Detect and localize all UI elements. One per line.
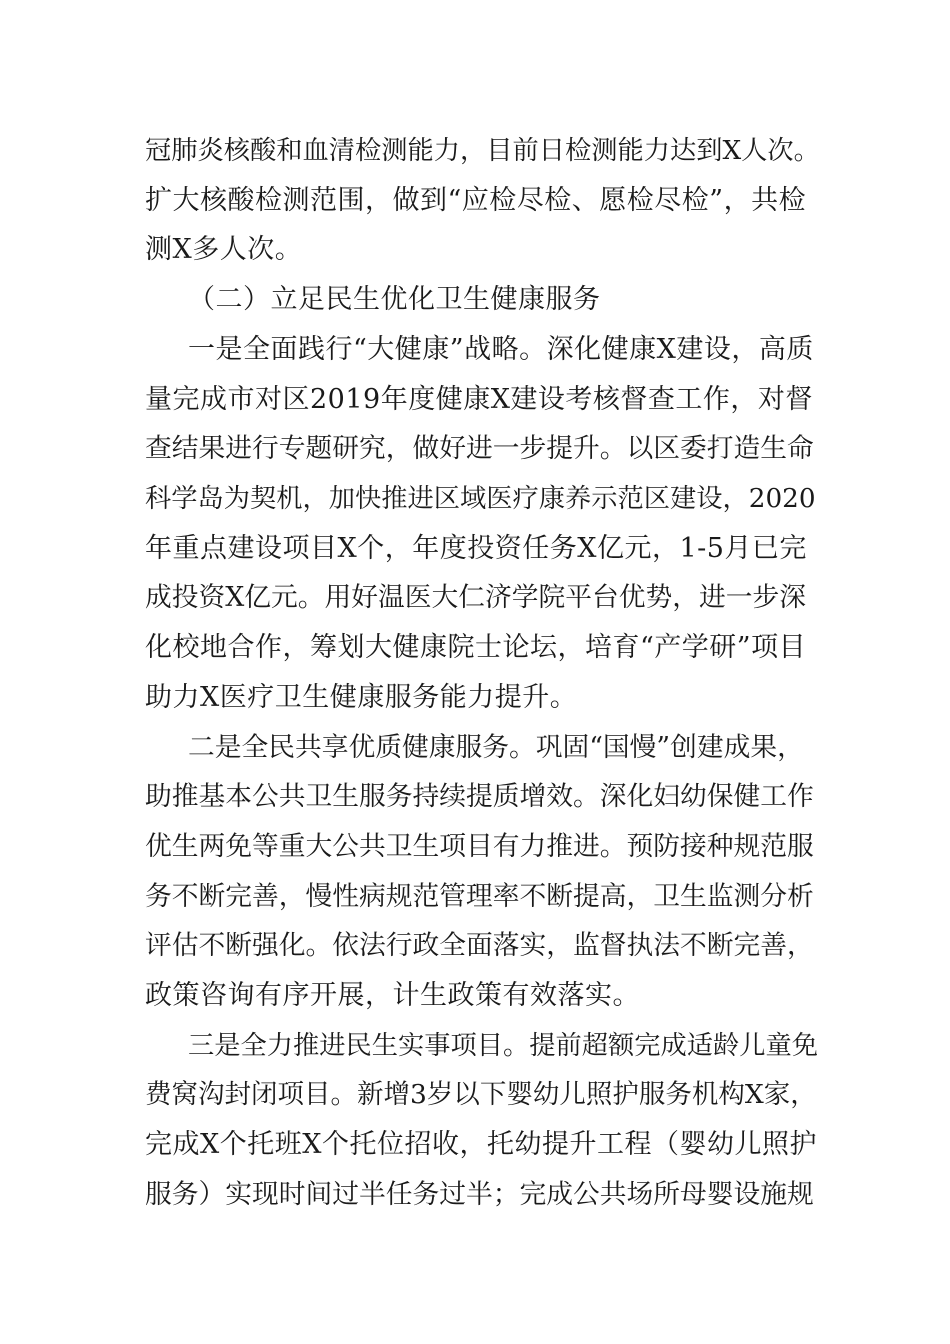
text-line: 扩大核酸检测范围，做到“应检尽检、愿检尽检”，共检 — [145, 185, 807, 216]
text-line: 费窝沟封闭项目。新增3岁以下婴幼儿照护服务机构X家， — [145, 1079, 817, 1110]
text-line: 成投资X亿元。用好温医大仁济学院平台优势，进一步深 — [145, 582, 807, 613]
text-line: 三是全力推进民生实事项目。提前超额完成适龄儿童免 — [188, 1031, 818, 1061]
text-line: 查结果进行专题研究，做好进一步提升。以区委打造生命 — [145, 433, 814, 464]
text-line: 测X多人次。 — [145, 234, 303, 265]
text-line: 优生两免等重大公共卫生项目有力推进。预防接种规范服 — [145, 831, 814, 862]
text-line: 年重点建设项目X个，年度投资任务X亿元，1-5月已完 — [145, 533, 807, 564]
text-line: 助推基本公共卫生服务持续提质增效。深化妇幼保健工作 — [145, 781, 814, 812]
section-heading: （二）立足民生优化卫生健康服务 — [188, 284, 601, 315]
text-line: 政策咨询有序开展，计生政策有效落实。 — [145, 980, 640, 1011]
text-line: 冠肺炎核酸和血清检测能力，目前日检测能力达到X人次。 — [145, 136, 820, 166]
text-line: 一是全面践行“大健康”战略。深化健康X建设，高质 — [188, 334, 814, 365]
text-line: 助力X医疗卫生健康服务能力提升。 — [145, 682, 578, 713]
text-line: 评估不断强化。依法行政全面落实，监督执法不断完善， — [145, 930, 814, 961]
text-line: 科学岛为契机，加快推进区域医疗康养示范区建设，2020 — [145, 484, 816, 514]
text-line: 完成X个托班X个托位招收，托幼提升工程（婴幼儿照护 — [145, 1129, 817, 1160]
text-line: 量完成市对区2019年度健康X建设考核督查工作，对督 — [145, 384, 813, 415]
text-line: 化校地合作，筹划大健康院士论坛，培育“产学研”项目 — [145, 632, 807, 663]
text-line: 二是全民共享优质健康服务。巩固“国慢”创建成果， — [188, 732, 804, 763]
text-line: 服务）实现时间过半任务过半；完成公共场所母婴设施规 — [145, 1179, 814, 1210]
text-line: 务不断完善，慢性病规范管理率不断提高，卫生监测分析 — [145, 881, 814, 912]
